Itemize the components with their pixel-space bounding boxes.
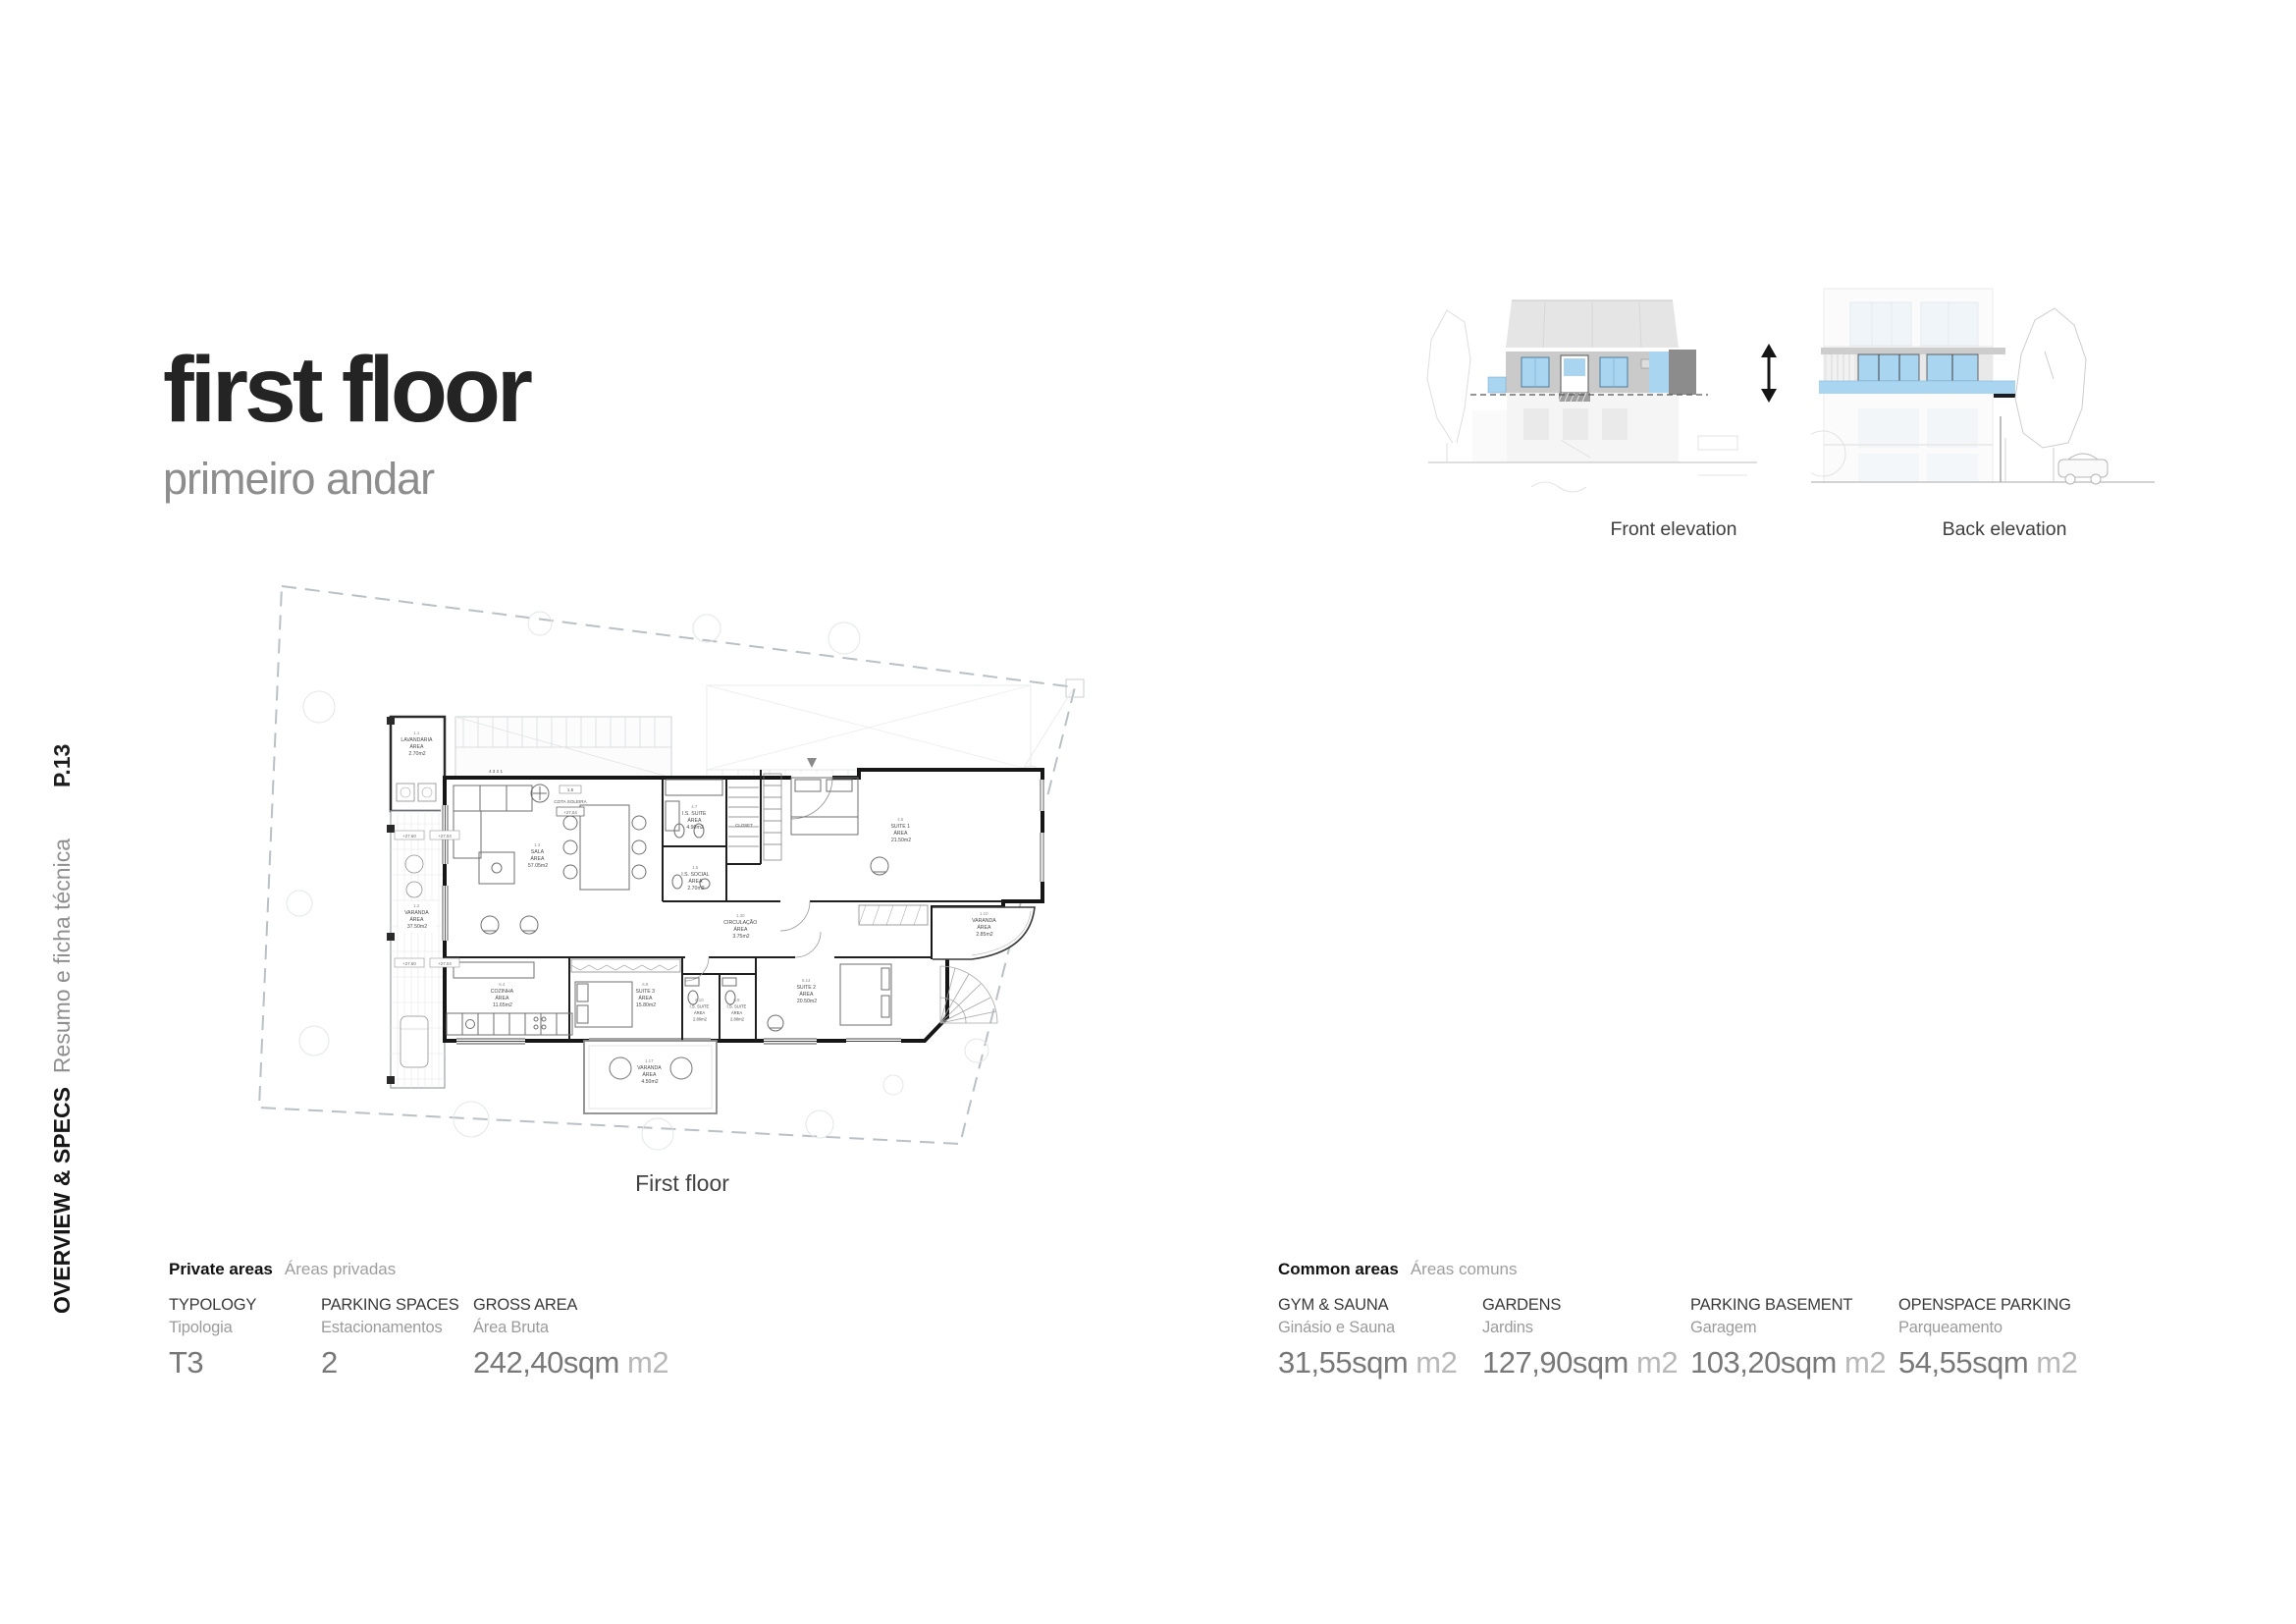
svg-text:1.1 LAVANDARIA: 1.1 LAVANDARIA ÁREA 2.70m2 <box>400 731 433 757</box>
svg-text:4.6 SUITE 1 ÁR: 4.6 SUITE 1 ÁREA 21.50m2 <box>890 817 912 843</box>
spec-value: T3 <box>169 1345 204 1380</box>
back-highlight-floor <box>1819 348 2015 398</box>
svg-text:6.10 I.S. SUITE: 6.10 I.S. SUITE ÁREA 2.80m2 <box>689 998 710 1022</box>
back-elevation-drawing <box>1811 261 2184 536</box>
svg-text:6.9 I.S. SUITE: 6.9 I.S. SUITE ÁREA 2.80m2 <box>726 998 747 1022</box>
spec-value: 242,40sqm m2 <box>473 1345 669 1380</box>
svg-text:1.10 VARANDA Á: 1.10 VARANDA ÁREA 2.85m2 <box>972 911 996 938</box>
sidebar-page-number: P.13 <box>49 743 75 787</box>
svg-text:+27.04: +27.04 <box>438 834 452 839</box>
svg-text:1.3 SALA ÁREA: 1.3 SALA ÁREA 57.05m2 <box>527 842 549 869</box>
spec-value: 103,20sqm m2 <box>1690 1345 1887 1380</box>
floor-plan-drawing <box>245 569 1119 1218</box>
sidebar-section-subtitle: Resumo e ficha técnica <box>49 839 75 1074</box>
spec-gardens <box>1482 1296 1678 1380</box>
spec-sublabel: Garagem <box>1690 1319 1757 1336</box>
svg-text:COTA SOLEIRA: COTA SOLEIRA <box>554 799 587 804</box>
front-door-mat <box>1559 393 1590 402</box>
spec-label: OPENSPACE PARKING <box>1898 1296 2071 1314</box>
back-car <box>2058 454 2108 484</box>
svg-text:+27.04: +27.04 <box>438 961 452 966</box>
spec-label: GYM & SAUNA <box>1278 1296 1389 1314</box>
common-areas-title: Common areas <box>1278 1260 1399 1278</box>
back-fence <box>2001 416 2005 482</box>
front-lower-floor <box>1507 393 1679 462</box>
common-areas-subtitle: Áreas comuns <box>1410 1260 1518 1278</box>
common-areas-heading <box>1278 1260 1518 1279</box>
private-areas-subtitle: Áreas privadas <box>284 1260 397 1278</box>
spec-sublabel: Área Bruta <box>473 1319 549 1336</box>
svg-text:+27.04: +27.04 <box>563 810 577 815</box>
front-mansard-roof <box>1506 300 1679 348</box>
svg-text:4.7 I.S. SUITE: 4.7 I.S. SUITE ÁREA 4.90m2 <box>682 804 707 831</box>
svg-text:+27.60: +27.60 <box>402 961 416 966</box>
spec-gross-area <box>473 1296 668 1380</box>
unit-outer-walls <box>445 770 1042 1041</box>
private-areas-title: Private areas <box>169 1260 273 1278</box>
front-highlight-floor <box>1470 350 1708 402</box>
svg-text:1.17 VARANDA Á: 1.17 VARANDA ÁREA 4.50m2 <box>637 1058 662 1085</box>
spec-sublabel: Jardins <box>1482 1319 1533 1336</box>
back-elevation-label: Back elevation <box>1942 518 2067 540</box>
front-tree <box>1427 310 1470 461</box>
svg-text:1.5: 1.5 <box>566 787 574 792</box>
floor-plan-caption: First floor <box>635 1170 729 1196</box>
svg-text:+27.60: +27.60 <box>402 834 416 839</box>
spec-label: GROSS AREA <box>473 1296 578 1314</box>
svg-text:1.30 CIRCULAÇÃO: 1.30 CIRCULAÇÃO ÁREA 3.75m2 <box>723 913 758 940</box>
private-areas-heading <box>169 1260 396 1279</box>
entry-arrow-icon <box>807 758 817 768</box>
svg-text:6.14 SUITE 2 Á: 6.14 SUITE 2 ÁREA 20.50m2 <box>796 978 818 1004</box>
spec-label: TYPOLOGY <box>169 1296 257 1314</box>
back-tree <box>2015 308 2086 482</box>
spec-value: 31,55sqm m2 <box>1278 1345 1458 1380</box>
page-subtitle: primeiro andar <box>163 454 435 504</box>
spec-openspace-parking <box>1898 1296 2077 1380</box>
spec-parking-spaces <box>321 1296 459 1380</box>
spec-value: 2 <box>321 1345 338 1380</box>
sidebar-vertical-rail <box>49 744 76 1314</box>
spec-value: 54,55sqm m2 <box>1898 1345 2078 1380</box>
svg-text:1.5 I.S. SOCIAL: 1.5 I.S. SOCIAL ÁREA 2.70m2 <box>681 865 710 892</box>
sidebar-section-title: OVERVIEW & SPECS <box>49 1087 75 1314</box>
spec-parking-basement <box>1690 1296 1886 1380</box>
page-title-block <box>163 338 529 504</box>
front-elevation-drawing <box>1414 261 1787 536</box>
svg-text:6.8 SUITE 3 ÁR: 6.8 SUITE 3 ÁREA 15.80m2 <box>635 982 657 1008</box>
spec-value: 127,90sqm m2 <box>1482 1345 1679 1380</box>
spec-label: PARKING BASEMENT <box>1690 1296 1853 1314</box>
spec-typology <box>169 1296 256 1380</box>
spec-sublabel: Tipologia <box>169 1319 233 1336</box>
svg-text:CLOSET: CLOSET <box>735 823 753 828</box>
spec-sublabel: Estacionamentos <box>321 1319 443 1336</box>
svg-text:6.4 COZINHA ÁR: 6.4 COZINHA ÁREA 11.65m2 <box>490 982 513 1008</box>
svg-text:1.2 VARANDA ÁR: 1.2 VARANDA ÁREA 37.50m2 <box>404 903 429 930</box>
page-title: first floor <box>163 338 529 442</box>
front-elevation-label: Front elevation <box>1610 518 1737 540</box>
stair-step-numbers: 4 3 2 1 <box>488 769 504 774</box>
spec-label: GARDENS <box>1482 1296 1562 1314</box>
spec-label: PARKING SPACES <box>321 1296 459 1314</box>
spec-sublabel: Parqueamento <box>1898 1319 2002 1336</box>
height-arrow-icon <box>1751 342 1787 405</box>
spec-gym-sauna <box>1278 1296 1457 1380</box>
spec-sublabel: Ginásio e Sauna <box>1278 1319 1396 1336</box>
front-annex <box>1472 410 1507 462</box>
